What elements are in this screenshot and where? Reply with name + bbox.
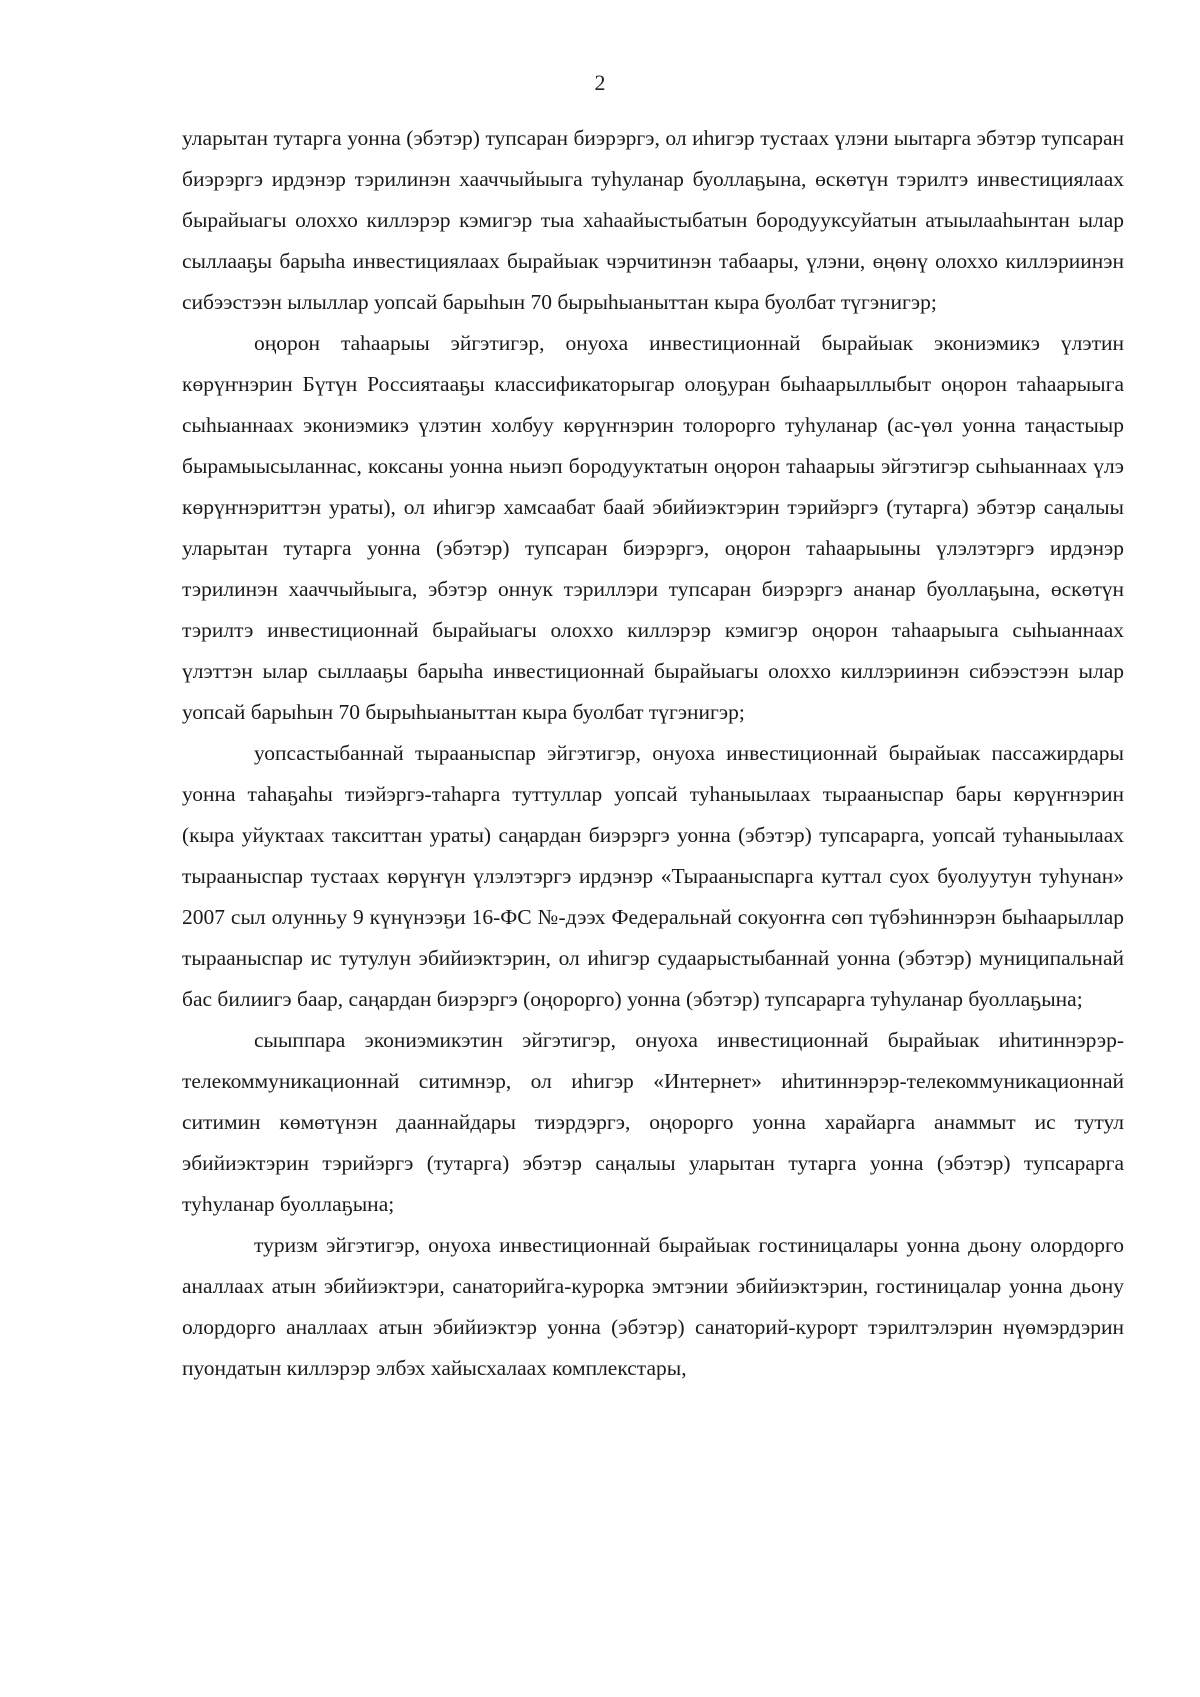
paragraph-3: уопсастыбаннай тырааныспар эйгэтигэр, онуоха инвестиционнай бырайыак пассажирдары уонна таһаҕаһы тиэйэргэ-таһарга туттуллар уопсай туһаныылаах тырааныспар бары көрүҥнэрин (кыра уйуктаах такситтан ураты) саңардан биэрэргэ уонна (эбэтэр) тупсарарга, уопсай туһаныылаах тырааныспар тустаах көрүҥүн үлэлэтэргэ ирдэнэр «Тырааныспарга куттал суох буолуутун туһунан» 2007 сыл олунньу 9 күнүнээҕи 16-ФС №-дээх Федеральнай сокуоҥҥа сөп түбэһиннэрэн быһаарыллар тырааныспар ис тутулун эбийиэктэрин, ол иһигэр судаарыстыбаннай уонна (эбэтэр) муниципальнай бас билиигэ баар, саңардан биэрэргэ (оңорорго) уонна (эбэтэр) тупсарарга туһуланар буоллаҕына;	[182, 741, 1124, 1011]
paragraph-4: сыыппара экониэмикэтин эйгэтигэр, онуоха инвестиционнай бырайыак иһитиннэрэр-телекоммуникационнай ситимнэр, ол иһигэр «Интернет» иһитиннэрэр-телекоммуникационнай ситимин көмөтүнэн дааннайдары тиэрдэргэ, оңорорго уонна харайарга анаммыт ис тутул эбийиэктэрин тэрийэргэ (тутарга) эбэтэр саңалыы уларытан тутарга уонна (эбэтэр) тупсарарга туһуланар буоллаҕына;	[182, 1028, 1124, 1216]
page-number: 2	[594, 70, 606, 95]
paragraph-2: оңорон таһаарыы эйгэтигэр, онуоха инвестиционнай бырайыак экониэмикэ үлэтин көрүҥнэрин Бүтүн Россиятааҕы классификаторыгар олоҕуран быһаарыллыбыт оңорон таһаарыыга сыһыаннаах экониэмикэ үлэтин холбуу көрүҥнэрин толорорго туһуланар (ас-үөл уонна таңастыыр бырамыысыланнас, коксаны уонна ньиэп бородууктатын оңорон таһаарыы эйгэтигэр сыһыаннаах үлэ көрүҥнэриттэн ураты), ол иһигэр хамсаабат баай эбийиэктэрин тэрийэргэ (тутарга) эбэтэр саңалыы уларытан тутарга уонна (эбэтэр) тупсаран биэрэргэ, оңорон таһаарыыны үлэлэтэргэ ирдэнэр тэрилинэн хааччыйыыга, эбэтэр оннук тэриллэри тупсаран биэрэргэ ананар буоллаҕына, өскөтүн тэрилтэ инвестиционнай бырайыагы олоххо киллэрэр кэмигэр оңорон таһаарыыга сыһыаннаах үлэттэн ылар сыллааҕы барыһа инвестиционнай бырайыагы олоххо киллэриинэн сибээстээн ылар уопсай барыһын 70 бырыһыаныттан кыра буолбат түгэнигэр;	[182, 331, 1124, 724]
paragraph-1: уларытан тутарга уонна (эбэтэр) тупсаран биэрэргэ, ол иһигэр тустаах үлэни ыытарга эбэтэр тупсаран биэрэргэ ирдэнэр тэрилинэн хааччыйыыга туһуланар буоллаҕына, өскөтүн тэрилтэ инвестициялаах бырайыагы олоххо киллэрэр кэмигэр тыа хаһаайыстыбатын бородууксуйатын атыылааһынтан ылар сыллааҕы барыһа инвестициялаах бырайыак чэрчитинэн табаары, үлэни, өңөнү олоххо киллэриинэн сибээстээн ылыллар уопсай барыһын 70 бырыһыаныттан кыра буолбат түгэнигэр;	[182, 126, 1124, 314]
paragraph-5: туризм эйгэтигэр, онуоха инвестиционнай бырайыак гостиницалары уонна дьону олордорго аналлаах атын эбийиэктэри, санаторийга-курорка эмтэнии эбийиэктэрин, гостиницалар уонна дьону олордорго аналлаах атын эбийиэктэр уонна (эбэтэр) санаторий-курорт тэрилтэлэрин нүөмэрдэрин пуондатын киллэрэр элбэх хайысхалаах комплекстары,	[182, 1233, 1124, 1380]
document-body	[182, 118, 1124, 1389]
